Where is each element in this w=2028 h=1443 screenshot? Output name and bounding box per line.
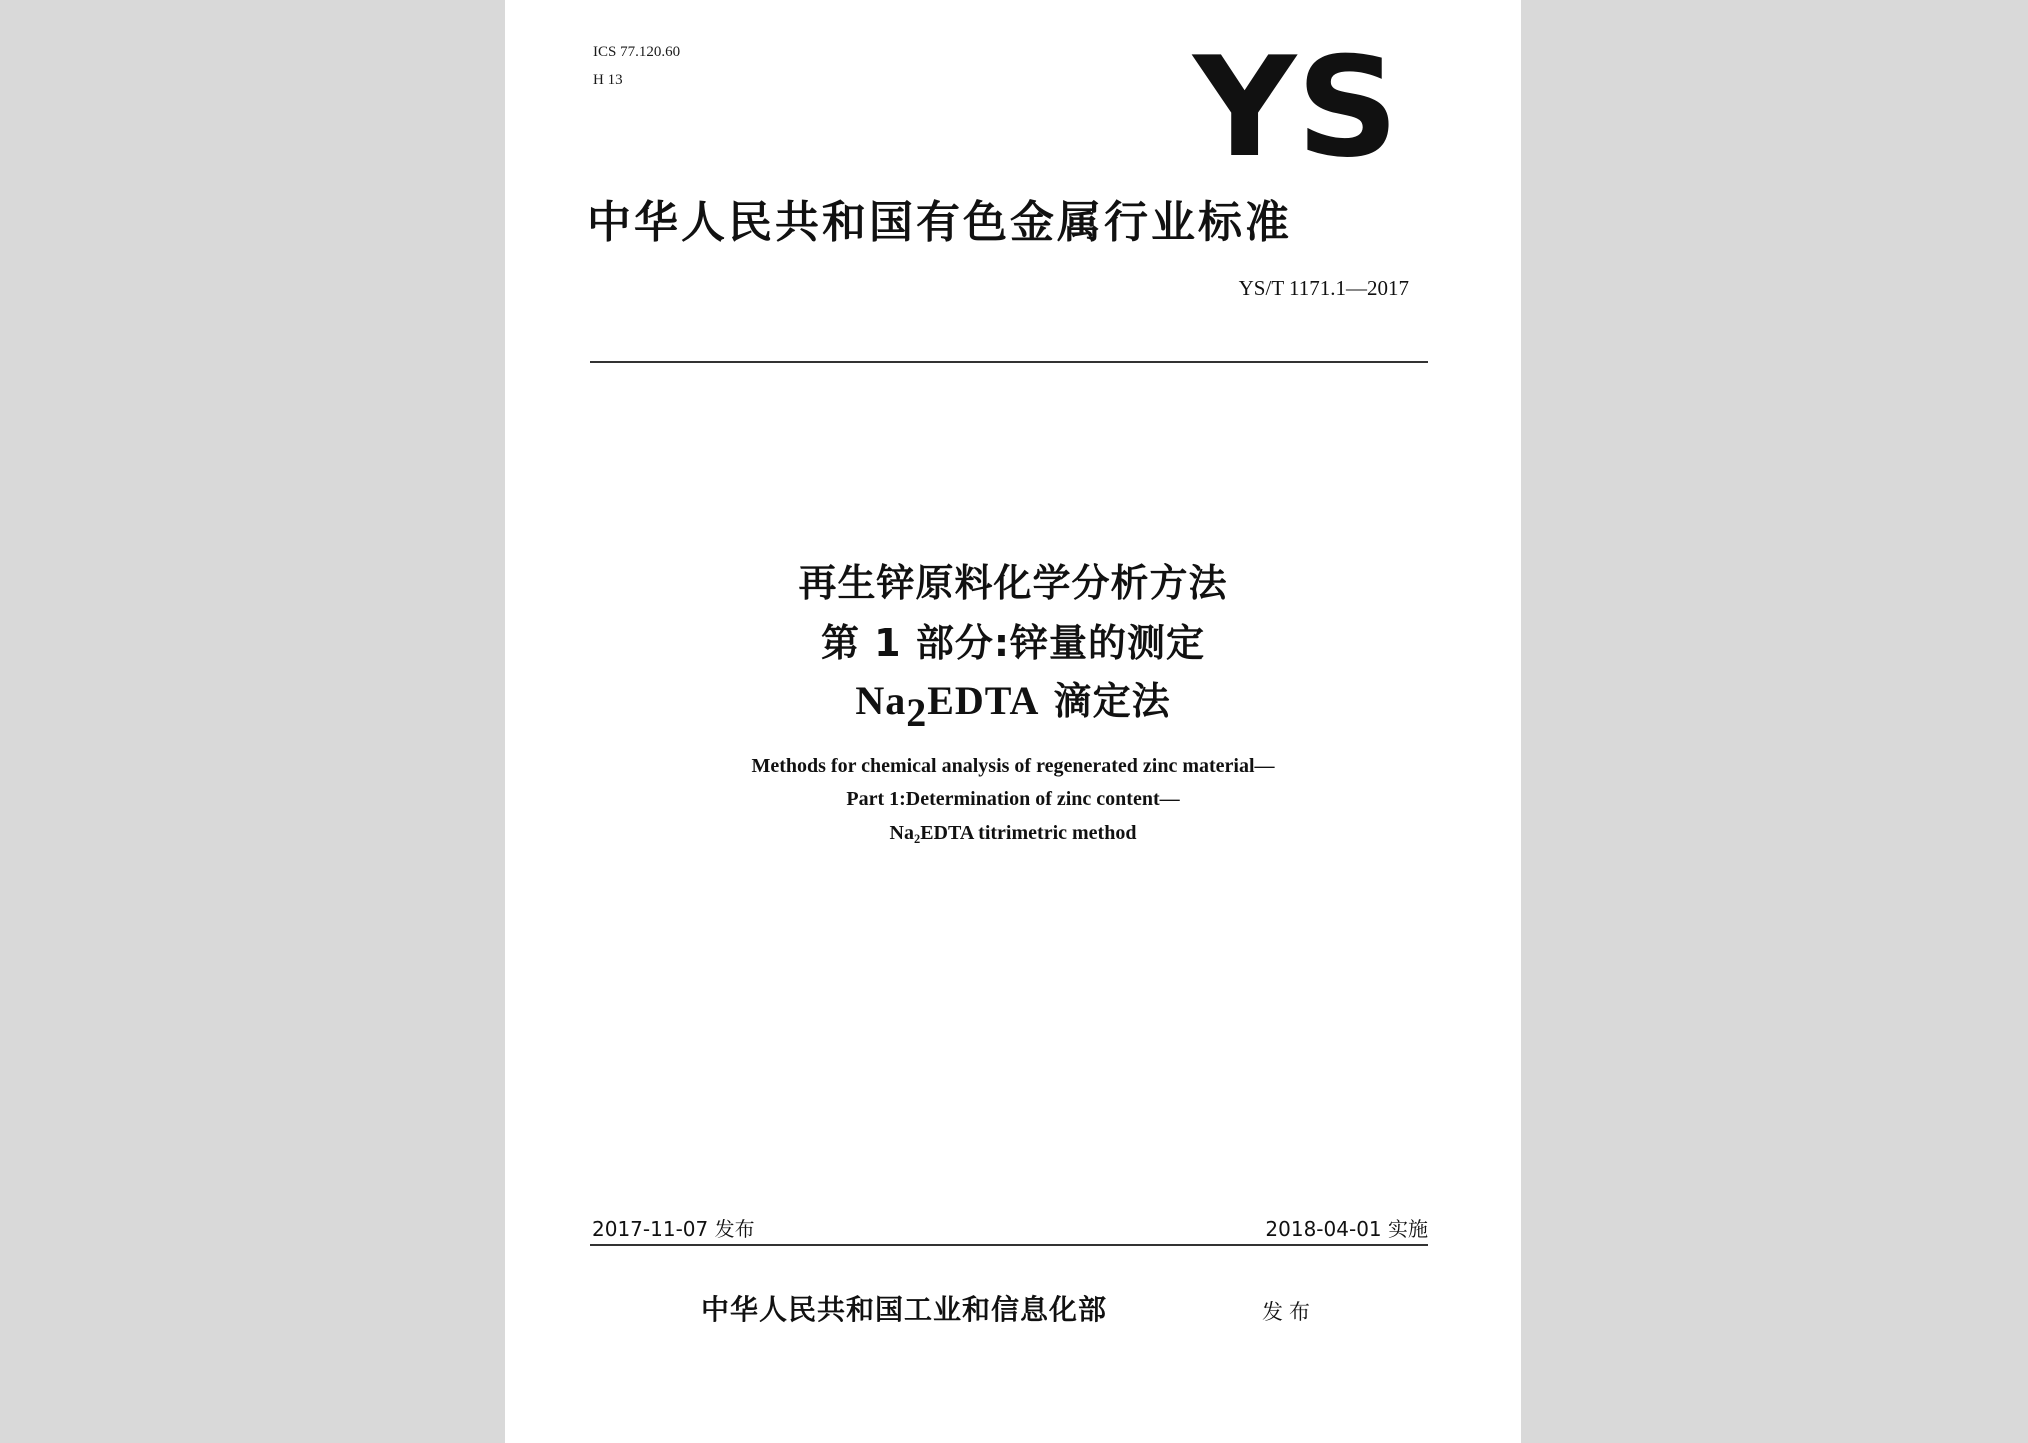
cn-title-method: 滴定法 (1039, 679, 1171, 723)
ys-logo (1181, 40, 1411, 170)
publish-label: 发布 (1262, 1300, 1316, 1324)
en-title-line3 (505, 822, 1521, 845)
en-title-line1: Methods for chemical analysis of regenerated zinc material— (751, 755, 1275, 777)
ccs-code: H 13 (593, 72, 623, 88)
issue-date: 2017-11-07 发布 (592, 1217, 755, 1241)
cn-title-na: Na (855, 678, 907, 723)
ics-code: ICS 77.120.60 (593, 44, 681, 60)
cn-title-subscript: 2 (906, 690, 928, 735)
top-divider (590, 361, 1428, 363)
cn-title-line3 (505, 670, 1521, 735)
implementation-date: 2018-04-01 实施 (1265, 1217, 1428, 1241)
en-title-line2: Part 1:Determination of zinc content— (846, 788, 1180, 810)
en-title-na: Na (889, 822, 914, 844)
cn-title-edta: EDTA (927, 678, 1040, 723)
cn-title-line1: 再生锌原料化学分析方法 (798, 561, 1228, 605)
bottom-divider (590, 1244, 1428, 1246)
standard-code: YS/T 1171.1—2017 (1238, 276, 1409, 300)
cn-title-line2: 第 1 部分:锌量的测定 (820, 621, 1206, 665)
standard-category-title: 中华人民共和国有色金属行业标准 (587, 197, 1292, 248)
en-title-rest: EDTA titrimetric method (920, 822, 1137, 844)
document-page (505, 0, 1521, 1443)
publisher-name: 中华人民共和国工业和信息化部 (701, 1293, 1108, 1326)
ys-logo-text: YS (1190, 40, 1399, 170)
en-title-subscript: 2 (914, 831, 921, 846)
